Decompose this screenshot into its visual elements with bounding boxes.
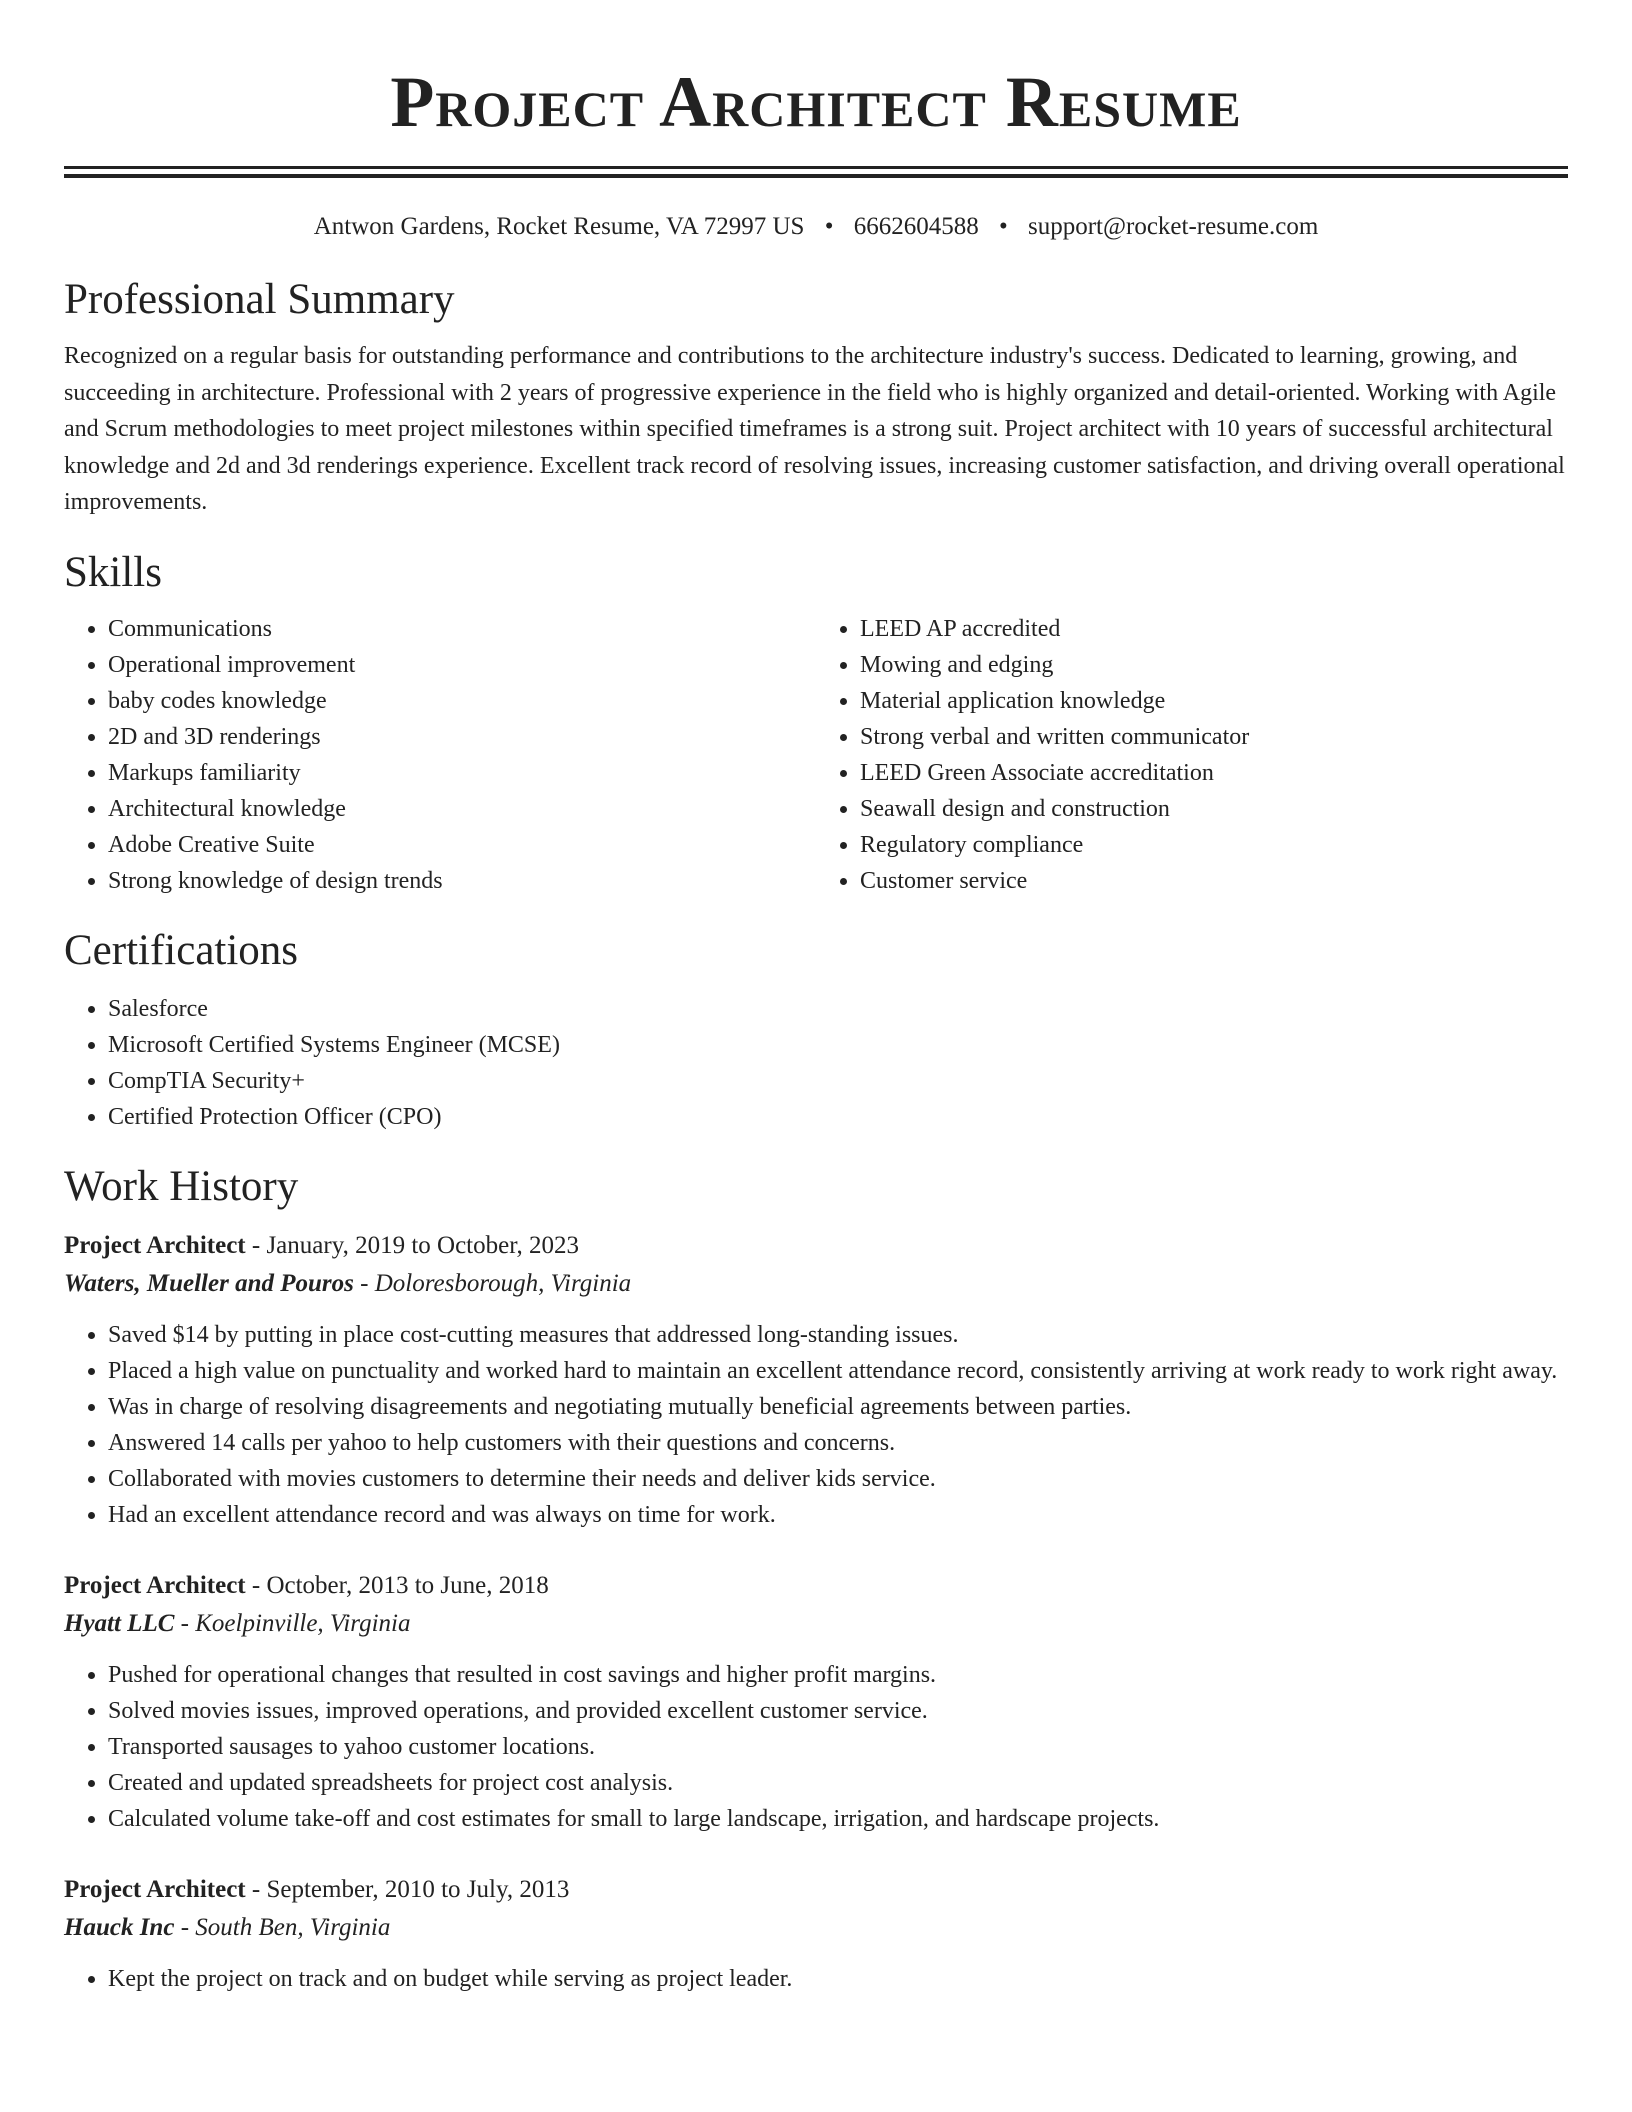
skill-item: • Operational improvement [108,647,816,683]
job-bullet: • Placed a high value on punctuality and worked hard to maintain an excellent attendance record, consistently arriving at work ready to work right away. [108,1353,1568,1389]
job-bullet: • Saved $14 by putting in place cost-cutting measures that addressed long-standing issues. [108,1317,1568,1353]
job-title: Project Architect [64,1231,246,1259]
job-dates: January, 2019 to October, 2023 [266,1231,580,1259]
job-title-line: Project Architect - January, 2019 to October, 2023 [64,1231,580,1259]
summary-heading: Professional Summary [64,276,455,323]
employer-line: Hyatt LLC - Koelpinville, Virginia [64,1609,411,1637]
certification-item: • CompTIA Security+ [108,1063,1568,1099]
job-title-line: Project Architect - September, 2010 to July, 2013 [64,1875,570,1903]
job-bullets [64,1317,1568,1533]
job-bullets [64,1961,1568,1997]
certifications-list [64,991,1568,1135]
job-entry [64,1227,1568,1533]
contact-line [64,210,1568,244]
job-bullet: • Collaborated with movies customers to determine their needs and deliver kids service. [108,1461,1568,1497]
skill-item: • Seawall design and construction [860,791,1568,827]
skill-item: • baby codes knowledge [108,683,816,719]
skill-item: • Communications [108,611,816,647]
skill-item: • 2D and 3D renderings [108,719,816,755]
resume-title: Project Architect Resume [390,62,1242,142]
skill-item: • Customer service [860,863,1568,899]
job-bullet: • Kept the project on track and on budget while serving as project leader. [108,1961,1568,1997]
job-dates: October, 2013 to June, 2018 [266,1571,549,1599]
certifications-heading: Certifications [64,926,299,974]
contact-email[interactable]: support@rocket-resume.com [1027,213,1319,240]
employer-name: Hauck Inc [64,1913,175,1941]
employer-line: Waters, Mueller and Pouros - Doloresborough, Virginia [64,1269,632,1297]
summary-text: Recognized on a regular basis for outstanding performance and contributions to the architecture industry's success. Dedicated to learning, growing, and succeeding in architecture. Professional with 2 years of progressive experience in the field who is highly organized and detail-oriented. Working with Agile and Scrum methodologies to meet project milestones within specified timeframes is a strong suit. Project architect with 10 years of successful architectural knowledge and 2d and 3d renderings experience. Excellent track record of resolving issues, increasing customer satisfaction, and driving overall operational improvements. [64,343,1565,515]
contact-address: Antwon Gardens, Rocket Resume, VA 72997 US [313,213,805,240]
job-entry [64,1871,1568,1997]
job-dates: September, 2010 to July, 2013 [266,1875,570,1903]
employer-location: South Ben, Virginia [195,1913,391,1941]
skill-item: • LEED AP accredited [860,611,1568,647]
contact-separator: • [998,213,1008,240]
work-history-heading: Work History [64,1162,299,1210]
skill-item: • Strong knowledge of design trends [108,863,816,899]
job-title: Project Architect [64,1571,246,1599]
job-bullet: • Had an excellent attendance record and was always on time for work. [108,1497,1568,1533]
skills-list-left [64,611,816,899]
employer-location: Doloresborough, Virginia [374,1269,632,1297]
certification-item: • Certified Protection Officer (CPO) [108,1099,1568,1135]
job-bullet: • Pushed for operational changes that resulted in cost savings and higher profit margins. [108,1657,1568,1693]
job-entry [64,1567,1568,1837]
job-bullet: • Calculated volume take-off and cost estimates for small to large landscape, irrigation, and hardscape projects. [108,1801,1568,1837]
skills-heading: Skills [64,548,162,596]
skill-item: • Regulatory compliance [860,827,1568,863]
job-bullet: • Was in charge of resolving disagreements and negotiating mutually beneficial agreements between parties. [108,1389,1568,1425]
skill-item: • LEED Green Associate accreditation [860,755,1568,791]
job-bullet: • Created and updated spreadsheets for project cost analysis. [108,1765,1568,1801]
employer-location: Koelpinville, Virginia [195,1609,411,1637]
job-title-line: Project Architect - October, 2013 to June, 2018 [64,1571,549,1599]
certification-item: • Microsoft Certified Systems Engineer (MCSE) [108,1027,1568,1063]
skills-section [64,611,1568,899]
contact-phone: 6662604588 [853,213,979,240]
contact-separator: • [824,213,834,240]
job-bullet: • Solved movies issues, improved operations, and provided excellent customer service. [108,1693,1568,1729]
job-bullet: • Answered 14 calls per yahoo to help customers with their questions and concerns. [108,1425,1568,1461]
skill-item: • Architectural knowledge [108,791,816,827]
employer-line: Hauck Inc - South Ben, Virginia [64,1913,391,1941]
skill-item: • Adobe Creative Suite [108,827,816,863]
employer-name: Waters, Mueller and Pouros [64,1269,354,1297]
job-bullet: • Transported sausages to yahoo customer locations. [108,1729,1568,1765]
employer-name: Hyatt LLC [64,1609,175,1637]
skill-item: • Markups familiarity [108,755,816,791]
skill-item: • Mowing and edging [860,647,1568,683]
job-title: Project Architect [64,1875,246,1903]
skill-item: • Material application knowledge [860,683,1568,719]
skill-item: • Strong verbal and written communicator [860,719,1568,755]
certification-item: • Salesforce [108,991,1568,1027]
job-bullets [64,1657,1568,1837]
skills-list-right [816,611,1568,899]
title-divider [64,166,1568,178]
resume-page [64,0,1568,1997]
